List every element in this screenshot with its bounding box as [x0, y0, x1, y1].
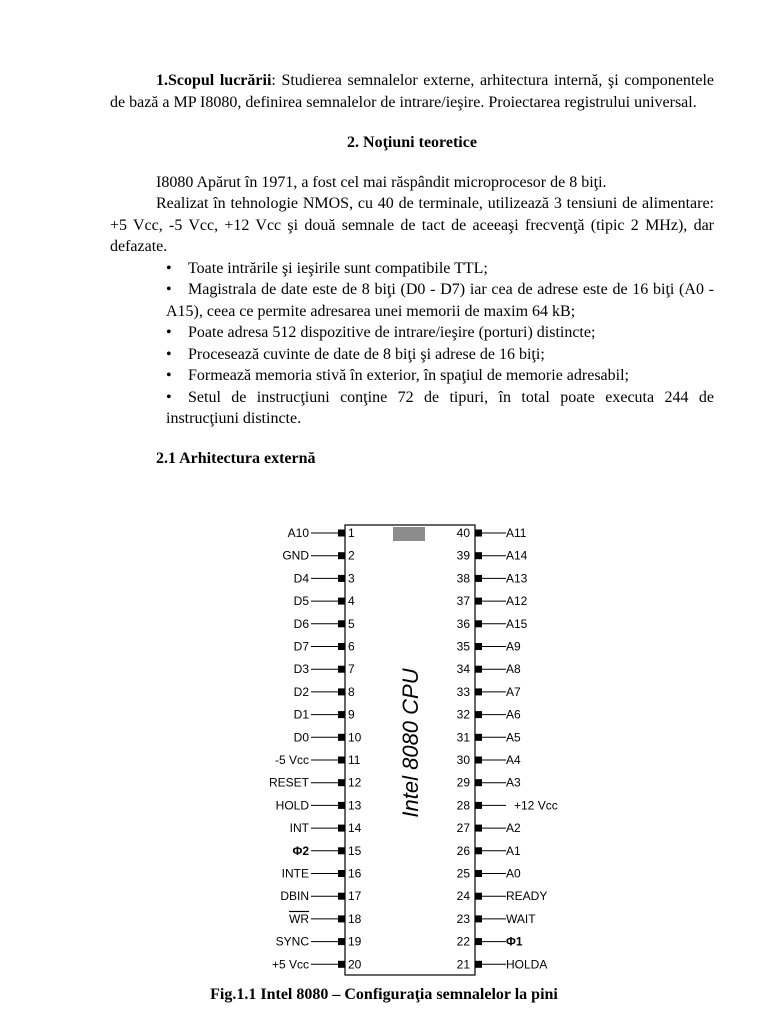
pin-number: 21 — [456, 957, 470, 972]
pin-square — [475, 825, 482, 832]
pin-square — [475, 688, 482, 695]
pin-number: 31 — [456, 730, 470, 745]
pin-13 — [276, 798, 362, 812]
pin-name: INT — [289, 821, 309, 836]
pin-name: A5 — [506, 730, 521, 745]
pin-name: GND — [282, 548, 309, 563]
pin-square — [338, 802, 345, 809]
pin-22 — [457, 935, 523, 949]
pin-number: 17 — [348, 889, 362, 904]
pin-10 — [294, 730, 362, 744]
pin-number: 34 — [456, 662, 470, 677]
bullet-icon: • — [166, 345, 172, 363]
pin-square — [475, 938, 482, 945]
pin-square — [475, 598, 482, 605]
technology-paragraph: Realizat în tehnologie NMOS, cu 40 de terminale, utilizează 3 tensiuni de alimentare: +5 Vcc, -5 Vcc, +12 Vcc şi două semnale de tact de aceeaşi frecvenţă (tipic 2 MHz), dar defazate. — [110, 195, 714, 255]
pin-name: HOLD — [275, 798, 309, 813]
pin-number: 32 — [456, 707, 470, 722]
pin-square — [475, 643, 482, 650]
pin-name: A14 — [506, 548, 528, 563]
pin-square — [338, 779, 345, 786]
pin-number: 33 — [456, 684, 470, 699]
pin-name: -5 Vcc — [274, 753, 309, 767]
pin-number: 25 — [456, 866, 470, 881]
pin-name: A12 — [506, 594, 528, 609]
pin-12 — [269, 776, 362, 790]
pin-square — [475, 711, 482, 718]
section-2-1-title: 2.1 Arhitectura externă — [156, 449, 316, 467]
pin-number: 18 — [348, 911, 362, 926]
figure-caption: Fig.1.1 Intel 8080 – Configuraţia semnalelor la pini — [210, 986, 558, 1003]
pin-name: A6 — [506, 707, 521, 722]
chip-label: Intel 8080 CPU — [398, 668, 423, 818]
pin-20 — [272, 957, 362, 971]
pin-number: 16 — [348, 866, 362, 881]
pin-16 — [282, 867, 362, 881]
pin-name: INTE — [281, 866, 309, 881]
pin-name: +5 Vcc — [271, 957, 309, 972]
pin-26 — [457, 844, 521, 858]
pin-2 — [282, 549, 355, 563]
pin-square — [338, 666, 345, 673]
chip-notch — [393, 527, 425, 541]
bullet-icon: • — [166, 281, 172, 298]
pin-number: 22 — [456, 934, 470, 949]
pin-number: 3 — [348, 571, 355, 586]
pin-name: RESET — [268, 775, 309, 790]
pin-31 — [457, 730, 521, 744]
pin-number: 24 — [456, 889, 470, 904]
pin-30 — [457, 753, 521, 767]
pin-32 — [457, 708, 521, 722]
list-item: • Procesează cuvinte de date de 8 biţi şi adrese de 16 biţi; — [166, 344, 714, 366]
pin-number: 12 — [348, 775, 362, 790]
list-item: • Magistrala de date este de 8 biţi (D0 - D7) iar cea de adrese este de 16 biţi (A0 - A15), ceea ce permite adresarea unei memorii de maxim 64 kB; — [166, 281, 714, 320]
intro-paragraph: I8080 Apărut în 1971, a fost cel mai răspândit microprocesor de 8 biţi. — [156, 173, 607, 191]
bullet-icon: • — [166, 324, 172, 341]
pin-square — [338, 938, 345, 945]
pin-number: 4 — [348, 594, 355, 609]
pin-number: 28 — [456, 798, 470, 813]
pin-name: A13 — [506, 571, 528, 586]
pin-square — [475, 666, 482, 673]
pin-square — [338, 552, 345, 559]
pin-name: A15 — [506, 616, 528, 631]
pin-name: A8 — [506, 662, 521, 677]
list-item: • Poate adresa 512 dispozitive de intrare/ieşire (porturi) distincte; — [166, 322, 714, 344]
pin-11 — [275, 753, 361, 767]
pin-number: 9 — [348, 707, 355, 722]
pin-square — [475, 915, 482, 922]
pin-name: A1 — [506, 843, 521, 858]
pin-square — [338, 688, 345, 695]
pin-name: Φ1 — [506, 934, 523, 949]
pin-29 — [457, 776, 521, 790]
pin-23 — [457, 912, 537, 926]
pin-square — [475, 530, 482, 537]
pin-name: HOLDA — [506, 957, 548, 972]
pin-square — [338, 961, 345, 968]
pin-33 — [457, 685, 521, 699]
pin-number: 14 — [348, 821, 362, 836]
pin-15 — [292, 844, 361, 858]
pin-square — [475, 961, 482, 968]
pin-square — [338, 711, 345, 718]
pin-17 — [280, 889, 361, 903]
bullet-icon: • — [166, 367, 172, 384]
pin-35 — [457, 640, 521, 654]
pin-square — [338, 734, 345, 741]
pin-square — [338, 643, 345, 650]
pin-number: 1 — [348, 526, 355, 540]
pin-number: 20 — [348, 957, 362, 972]
pin-name: A3 — [506, 775, 521, 790]
pin-square — [338, 915, 345, 922]
pin-name: READY — [506, 889, 548, 904]
pin-number: 19 — [348, 934, 362, 949]
pin-name: Φ2 — [292, 843, 309, 858]
pin-name: D0 — [293, 730, 309, 745]
pin-square — [338, 870, 345, 877]
pin-square — [475, 620, 482, 627]
pin-square — [475, 552, 482, 559]
pin-name: A0 — [506, 866, 521, 881]
pin-square — [338, 893, 345, 900]
pin-name: D7 — [293, 639, 309, 654]
pin-27 — [457, 821, 521, 835]
pin-39 — [457, 549, 528, 563]
pin-name: D3 — [293, 662, 309, 677]
pin-36 — [457, 617, 528, 631]
pin-square — [475, 802, 482, 809]
pin-square — [475, 893, 482, 900]
pin-name: +12 Vcc — [514, 798, 558, 813]
pin-14 — [290, 821, 362, 835]
pin-square — [475, 870, 482, 877]
pin-number: 38 — [456, 571, 470, 586]
pin-square — [338, 530, 345, 537]
bullet-icon: • — [166, 259, 172, 277]
pin-34 — [457, 662, 521, 676]
pin-name: SYNC — [275, 934, 309, 949]
pin-number: 11 — [348, 753, 361, 767]
pin-name: A2 — [506, 821, 521, 836]
list-item: • Toate intrările şi ieşirile sunt compatibile TTL; — [166, 258, 714, 280]
pin-name: A7 — [506, 684, 521, 699]
pin-square — [338, 847, 345, 854]
pin-name: A9 — [506, 639, 521, 654]
bullet-icon: • — [166, 388, 172, 406]
pin-number: 26 — [456, 843, 470, 858]
pin-square — [338, 825, 345, 832]
list-item: • Formează memoria stivă în exterior, în spaţiul de memorie adresabil; — [166, 365, 714, 387]
pin-number: 13 — [348, 798, 362, 813]
pin-name: D5 — [293, 594, 309, 609]
pin-18 — [289, 912, 362, 926]
pin-number: 30 — [456, 753, 470, 767]
pin-square — [475, 734, 482, 741]
pin-number: 6 — [348, 639, 355, 654]
section-2-title: 2. Noţiuni teoretice — [347, 134, 477, 151]
pin-square — [338, 598, 345, 605]
pin-name: D2 — [293, 684, 309, 699]
pin-number: 40 — [456, 526, 470, 540]
pin-square — [338, 620, 345, 627]
pin-name: WAIT — [506, 911, 536, 926]
pin-number: 35 — [456, 639, 470, 654]
pin-square — [475, 779, 482, 786]
pin-name: D6 — [293, 616, 309, 631]
pin-square — [338, 757, 345, 764]
pin-name: A10 — [287, 526, 309, 540]
pin-name: D4 — [293, 571, 309, 586]
pin-square — [475, 847, 482, 854]
pin-name: A4 — [506, 753, 521, 767]
section-1-title: 1.Scopul lucrării — [156, 72, 272, 89]
pin-number: 7 — [348, 662, 355, 677]
pin-37 — [457, 594, 528, 608]
pin-square — [475, 757, 482, 764]
pin-number: 29 — [456, 775, 470, 790]
pin-number: 37 — [456, 594, 470, 609]
pin-number: 39 — [456, 548, 470, 563]
section-1-text: : Studierea semnalelor externe, arhitectura internă, şi componentele de bază a MP I8080, definirea semnalelor de intrare/ieşire. Proiectarea registrului universal. — [110, 72, 715, 111]
list-item: • Setul de instrucţiuni conţine 72 de tipuri, în total poate executa 244 de instrucţiuni distincte. — [166, 388, 714, 427]
pin-number: 15 — [348, 843, 362, 858]
pin-number: 36 — [456, 616, 470, 631]
pin-square — [475, 575, 482, 582]
pin-name: WR — [289, 911, 309, 926]
pin-number: 2 — [348, 548, 355, 563]
pin-number: 5 — [348, 616, 355, 631]
pin-38 — [457, 571, 528, 585]
pin-number: 23 — [456, 911, 470, 926]
pin-name: DBIN — [280, 889, 309, 904]
pin-name: D1 — [293, 707, 309, 722]
pin-number: 8 — [348, 684, 355, 699]
pin-number: 27 — [456, 821, 470, 836]
pin-square — [338, 575, 345, 582]
pin-number: 10 — [348, 730, 362, 745]
pin-19 — [276, 935, 362, 949]
pin-25 — [457, 867, 521, 881]
pin-40 — [457, 526, 527, 540]
pin-name: A11 — [506, 526, 527, 540]
